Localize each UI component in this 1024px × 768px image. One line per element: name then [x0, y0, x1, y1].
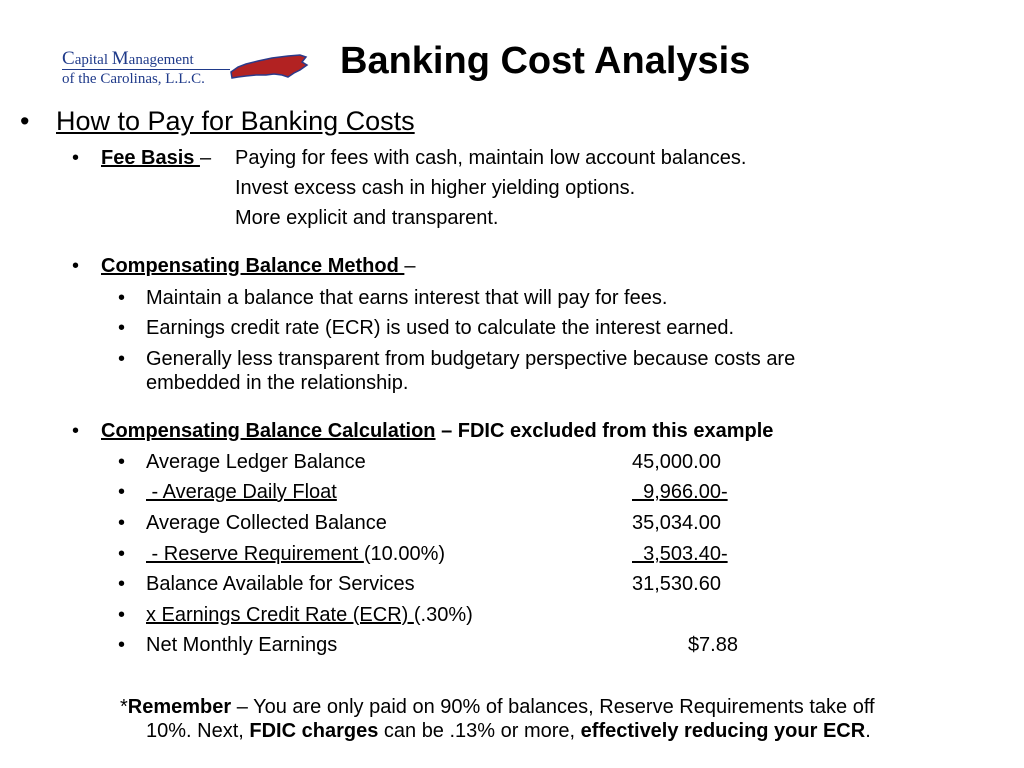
bullet-icon: •	[118, 317, 126, 339]
bullet-icon: •	[118, 451, 126, 473]
bullet-icon: •	[118, 634, 126, 656]
logo-line-2: of the Carolinas, L.L.C.	[62, 71, 205, 87]
bullet-icon: •	[118, 573, 126, 595]
bullet-icon: •	[118, 481, 126, 503]
calc-value: 9,966.00-	[632, 481, 728, 503]
logo-line-1: Capital Management	[62, 48, 194, 69]
bullet-icon: •	[72, 255, 80, 277]
slide-title: Banking Cost Analysis	[340, 40, 751, 82]
bullet-icon: •	[118, 512, 126, 534]
bullet-icon: •	[20, 106, 30, 136]
bullet-icon: •	[72, 147, 80, 169]
calc-value: 3,503.40-	[632, 543, 728, 565]
north-carolina-map-icon	[228, 52, 310, 82]
remember-note-line-2: 10%. Next, FDIC charges can be .13% or more, effectively reducing your ECR.	[146, 720, 871, 742]
bullet-icon: •	[72, 420, 80, 442]
comp-method-label: Compensating Balance Method	[101, 255, 405, 277]
remember-note-line-1: *Remember – You are only paid on 90% of balances, Reserve Requirements take off	[120, 696, 875, 718]
calc-value: $7.88	[687, 634, 738, 656]
company-logo	[62, 50, 312, 90]
bullet-icon: •	[118, 604, 126, 626]
bullet-icon: •	[118, 543, 126, 565]
calc-value: 31,530.60	[632, 573, 721, 595]
fee-basis-line-3: More explicit and transparent.	[235, 207, 499, 229]
fee-basis-label: Fee Basis	[101, 147, 200, 169]
fee-basis-line-1: Paying for fees with cash, maintain low account balances.	[235, 147, 747, 169]
fee-basis-line-2: Invest excess cash in higher yielding options.	[235, 177, 636, 199]
bullet-icon: •	[118, 287, 126, 309]
logo-rule	[62, 69, 230, 70]
calc-value: 45,000.00	[632, 451, 721, 473]
calc-value: 35,034.00	[632, 512, 721, 534]
calc-label: Compensating Balance Calculation	[101, 420, 436, 442]
heading-text: How to Pay for Banking Costs	[56, 106, 415, 136]
main-heading	[20, 106, 415, 137]
bullet-icon: •	[118, 348, 126, 370]
